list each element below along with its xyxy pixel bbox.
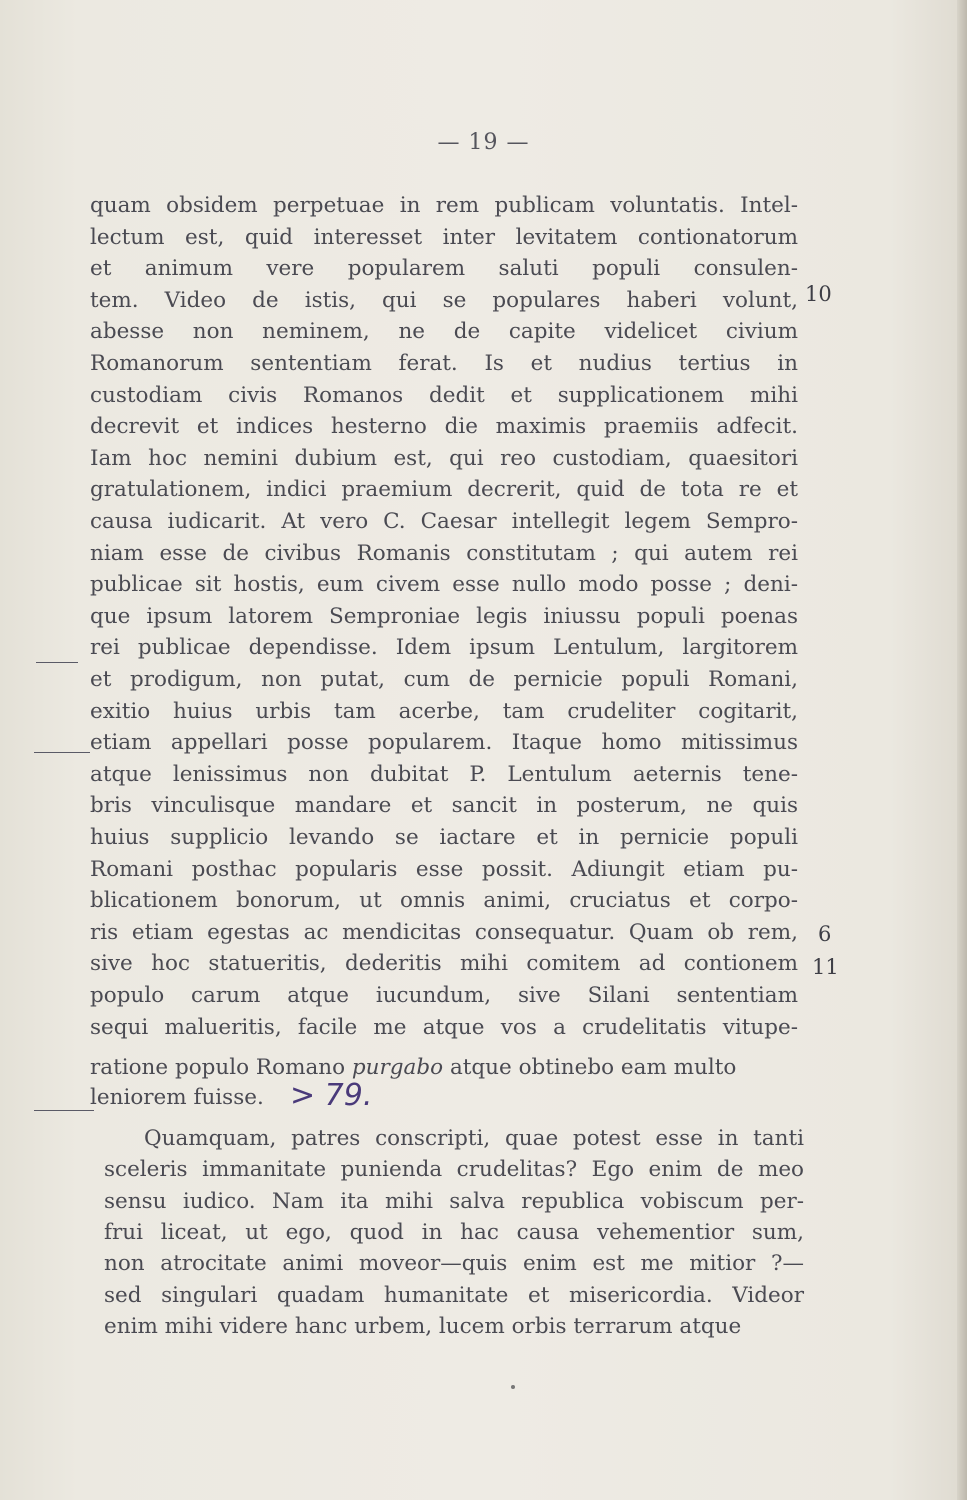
paragraph1-line-11: causa iudicarit. At vero C. Caesar intellegit legem Sempro- [90, 509, 798, 534]
paragraph1-line-18: etiam appellari posse popularem. Itaque homo mitissimus [90, 730, 798, 756]
paragraph1-line-8: decrevit et indices hesterno die maximis praemiis adfecit. [90, 414, 798, 440]
paragraph2-line-3: sensu iudico. Nam ita mihi salva republica vobiscum per- [104, 1188, 804, 1214]
paragraph1-line-20: bris vinculisque mandare et sancit in posterum, ne quis [90, 793, 798, 819]
paragraph2-line-6: sed singulari quadam humanitate et misericordia. Videor [104, 1282, 804, 1308]
paragraph1-line-24: ris etiam egestas ac mendicitas consequatur. Quam ob rem, [90, 919, 798, 945]
paragraph2-line-4: frui liceat, ut ego, quod in hac causa vehementior sum, [104, 1219, 804, 1245]
line28-text-b: atque obtinebo eam multo [449, 1055, 737, 1080]
paragraph1-line-26: populo carum atque iucundum, sive Silani sententiam [90, 983, 798, 1008]
paragraph1-line-25: sive hoc statueritis, dederitis mihi comitem ad contionem [90, 951, 798, 977]
paragraph1-line-27: sequi malueritis, facile me atque vos a crudelitatis vitupe- [90, 1014, 798, 1040]
pencil-mark-3 [34, 1110, 94, 1111]
line28-text-a: ratione populo Romano [90, 1055, 346, 1080]
handwritten-note: > 79. [290, 1078, 373, 1113]
paragraph1-line-3: et animum vere popularem saluti populi consulen- [90, 256, 798, 282]
paragraph2-line-1: Quamquam, patres conscripti, quae potest esse in tanti [144, 1126, 804, 1151]
paragraph1-line-12: niam esse de civibus Romanis constitutam ; qui autem rei [90, 540, 798, 566]
paragraph1-line-5: abesse non neminem, ne de capite videlicet civium [90, 319, 798, 345]
paragraph1-line-1: quam obsidem perpetuae in rem publicam voluntatis. Intel- [90, 193, 798, 218]
page-number: — 19 — [437, 130, 530, 155]
paragraph2-line-7: enim mihi videre hanc urbem, lucem orbis terrarum atque [104, 1313, 742, 1339]
text-line-29: leniorem fuisse. [90, 1085, 264, 1110]
paragraph2-line-5: non atrocitate animi moveor—quis enim est me mitior ?— [104, 1251, 804, 1277]
paragraph1-line-10: gratulationem, indici praemium decrerit, quid de tota re et [90, 477, 798, 503]
paragraph1-line-14: que ipsum latorem Semproniae legis iniussu populi poenas [90, 603, 798, 629]
pencil-mark-2 [34, 752, 90, 753]
italic-word: purgabo [351, 1055, 444, 1080]
ink-dot [511, 1385, 515, 1389]
margin-section-11: 11 [812, 955, 839, 979]
paragraph1-line-7: custodiam civis Romanos dedit et supplicationem mihi [90, 382, 798, 408]
paragraph1-line-22: Romani posthac popularis esse possit. Adiungit etiam pu- [90, 856, 798, 882]
paragraph1-line-13: publicae sit hostis, eum civem esse nullo modo posse ; deni- [90, 572, 798, 598]
paragraph1-line-9: Iam hoc nemini dubium est, qui reo custodiam, quaesitori [90, 445, 798, 471]
margin-section-6: 6 [818, 922, 832, 946]
paragraph1-line-19: atque lenissimus non dubitat P. Lentulum aeternis tene- [90, 761, 798, 787]
paragraph1-line-15: rei publicae dependisse. Idem ipsum Lentulum, largitorem [90, 635, 798, 661]
paragraph1-line-4: tem. Video de istis, qui se populares haberi volunt, [90, 287, 798, 313]
paragraph1-line-23: blicationem bonorum, ut omnis animi, cruciatus et corpo- [90, 888, 798, 914]
paragraph1-line-6: Romanorum sententiam ferat. Is et nudius tertius in [90, 351, 798, 376]
paragraph2-line-2: sceleris immanitate punienda crudelitas? Ego enim de meo [104, 1157, 804, 1183]
page-edge-shadow [957, 0, 967, 1500]
pencil-mark-1 [36, 662, 78, 663]
paragraph1-line-2: lectum est, quid interesset inter levitatem contionatorum [90, 224, 798, 250]
paragraph1-line-21: huius supplicio levando se iactare et in pernicie populi [90, 825, 798, 850]
paragraph1-line-17: exitio huius urbis tam acerbe, tam crudeliter cogitarit, [90, 698, 798, 724]
margin-section-10: 10 [805, 282, 832, 306]
paragraph1-line-16: et prodigum, non putat, cum de pernicie populi Romani, [90, 667, 798, 692]
text-line-28 [90, 1054, 798, 1082]
